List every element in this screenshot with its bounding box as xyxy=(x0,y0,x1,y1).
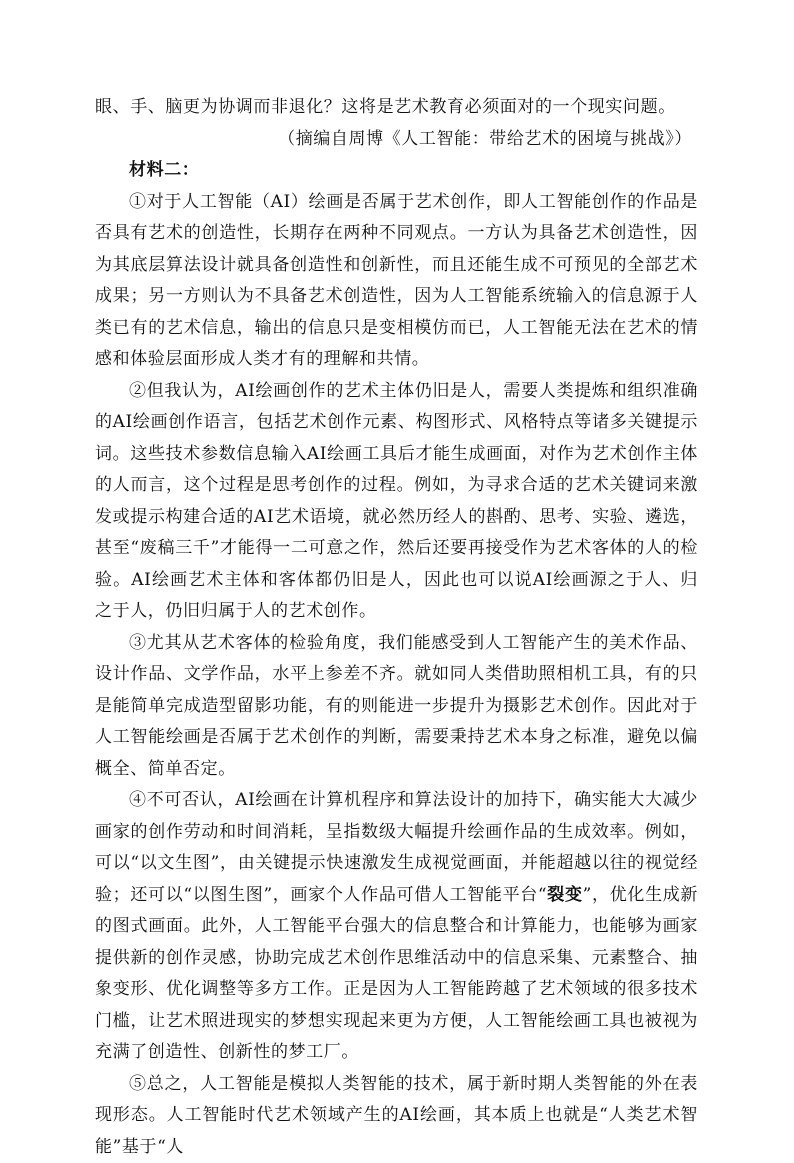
section-heading: 材料二： xyxy=(95,155,698,187)
paragraph-4-text-after: ”，优化生成新的图式画面。此外，人工智能平台强大的信息整合和计算能力，也能够为画家提供新的创作灵感，协助完成艺术创作思维活动中的信息采集、元素整合、抽象变形、优化调整等多方工作。正是因为人工智能跨越了艺术领域的很多技术门槛，让艺术照进现实的梦想实现起来更为方便，人工智能绘画工具也被视为充满了创造性、创新性的梦工厂。 xyxy=(95,885,698,1063)
paragraph-4-emphasis: 裂变 xyxy=(547,885,582,905)
paragraph-3: ③尤其从艺术客体的检验角度，我们能感受到人工智能产生的美术作品、设计作品、文学作品，水平上参差不齐。就如同人类借助照相机工具，有的只是能简单完成造型留影功能，有的则能进一步提升为摄影艺术创作。因此对于人工智能绘画是否属于艺术创作的判断，需要秉持艺术本身之标准，避免以偏概全、简单否定。 xyxy=(95,628,698,786)
paragraph-4 xyxy=(95,785,698,1069)
source-citation: （摘编自周博《人工智能：带给艺术的困境与挑战》） xyxy=(95,124,698,156)
continuation-text: 眼、手、脑更为协调而非退化？这将是艺术教育必须面对的一个现实问题。 xyxy=(95,92,698,124)
document-body xyxy=(95,92,698,1163)
paragraph-5: ⑤总之，人工智能是模拟人类智能的技术，属于新时期人类智能的外在表现形态。人工智能时代艺术领域产生的AI绘画，其本质上也就是“人类艺术智能”基于“人 xyxy=(95,1069,698,1163)
paragraph-4-text-before: ④不可否认，AI绘画在计算机程序和算法设计的加持下，确实能大大减少画家的创作劳动和时间消耗，呈指数级大幅提升绘画作品的生成效率。例如，可以“以文生图”，由关键提示快速激发生成视觉画面，并能超越以往的视觉经验；还可以“以图生图”，画家个人作品可借人工智能平台“ xyxy=(95,790,698,905)
paragraph-1: ①对于人工智能（AI）绘画是否属于艺术创作，即人工智能创作的作品是否具有艺术的创造性，长期存在两种不同观点。一方认为具备艺术创造性，因为其底层算法设计就具备创造性和创新性，而且还能生成不可预见的全部艺术成果；另一方则认为不具备艺术创造性，因为人工智能系统输入的信息源于人类已有的艺术信息，输出的信息只是变相模仿而已，人工智能无法在艺术的情感和体验层面形成人类才有的理解和共情。 xyxy=(95,187,698,376)
paragraph-2: ②但我认为，AI绘画创作的艺术主体仍旧是人，需要人类提炼和组织准确的AI绘画创作语言，包括艺术创作元素、构图形式、风格特点等诸多关键提示词。这些技术参数信息输入AI绘画工具后才能生成画面，对作为艺术创作主体的人而言，这个过程是思考创作的过程。例如，为寻求合适的艺术关键词来激发或提示构建合适的AI艺术语境，就必然历经人的斟酌、思考、实验、遴选，甚至“废稿三千”才能得一二可意之作，然后还要再接受作为艺术客体的人的检验。AI绘画艺术主体和客体都仍旧是人，因此也可以说AI绘画源之于人、归之于人，仍旧归属于人的艺术创作。 xyxy=(95,376,698,628)
